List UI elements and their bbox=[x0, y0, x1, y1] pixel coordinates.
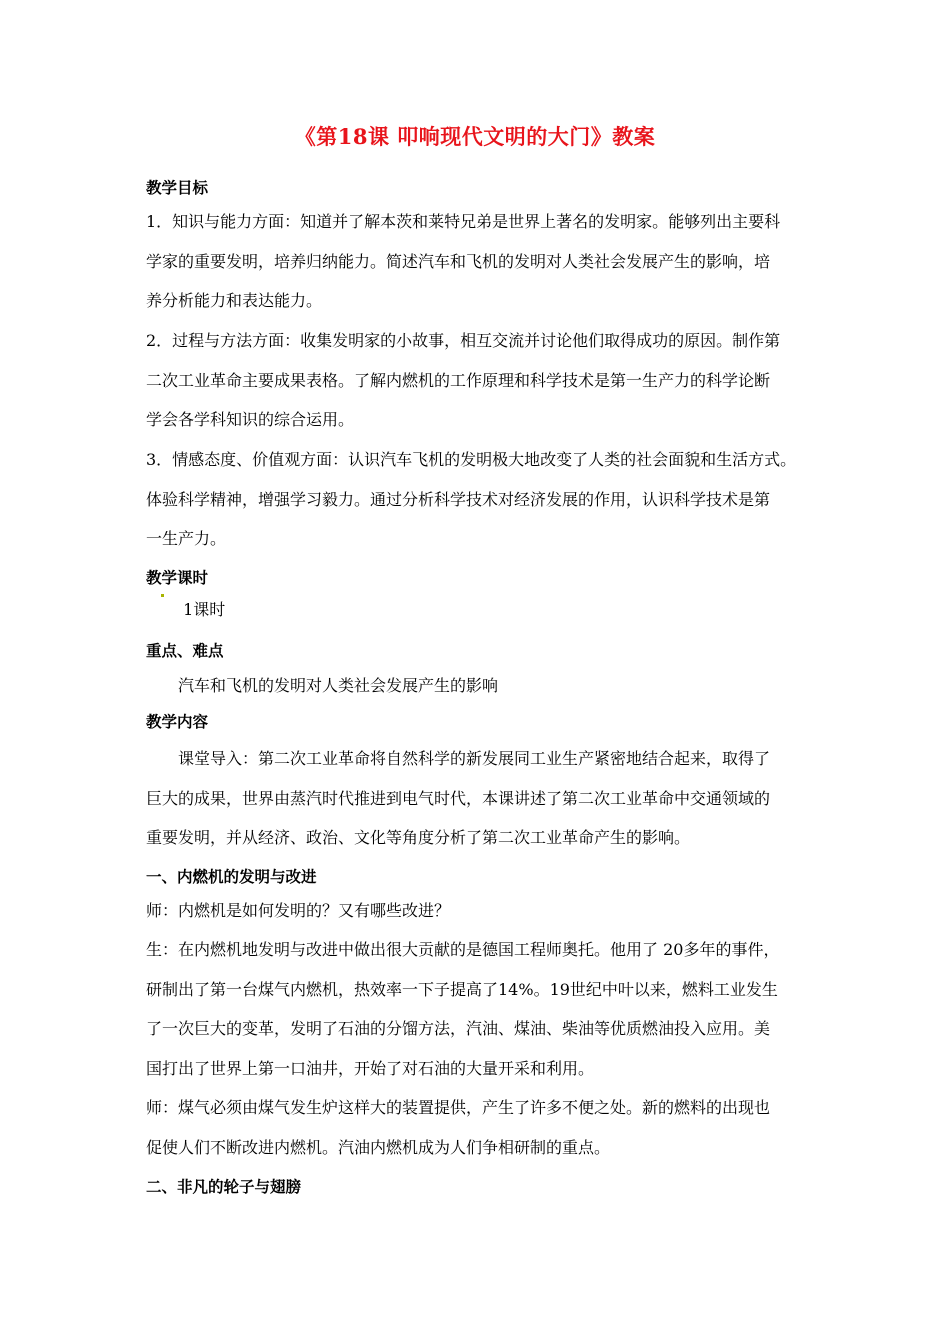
heading-content: 教学内容 bbox=[146, 713, 209, 731]
part1-teacher bbox=[146, 1088, 812, 1167]
part1-question bbox=[146, 891, 812, 931]
objective-1-line: 学家的重要发明，培养归纳能力。简述汽车和飞机的发明对人类社会发展产生的影响，培 bbox=[146, 251, 771, 271]
teacher-line: 促使人们不断改进内燃机。汽油内燃机成为人们争相研制的重点。 bbox=[146, 1137, 611, 1157]
intro-line: 重要发明，并从经济、政治、文化等角度分析了第二次工业革命产生的影响。 bbox=[146, 828, 691, 848]
objective-2-line: 二次工业革命主要成果表格。了解内燃机的工作原理和科学技术是第一生产力的科学论断 bbox=[146, 370, 771, 390]
objective-3 bbox=[146, 440, 812, 559]
answer-line: 研制出了第一台煤气内燃机，热效率一下子提高了14%。19世纪中叶以来，燃料工业发生 bbox=[146, 979, 778, 999]
heading-part1: 一、内燃机的发明与改进 bbox=[146, 868, 317, 886]
intro-line: 巨大的成果，世界由蒸汽时代推进到电气时代，本课讲述了第二次工业革命中交通领域的 bbox=[146, 788, 771, 808]
content-intro bbox=[146, 739, 812, 858]
objective-2-line: 学会各学科知识的综合运用。 bbox=[146, 410, 355, 430]
intro-line: 课堂导入：第二次工业革命将自然科学的新发展同工业生产紧密地结合起来，取得了 bbox=[178, 749, 771, 768]
question-line: 师：内燃机是如何发明的？又有哪些改进？ bbox=[146, 901, 451, 920]
objective-2-line: 2．过程与方法方面：收集发明家的小故事，相互交流并讨论他们取得成功的原因。制作第 bbox=[146, 331, 781, 350]
objective-3-line: 3．情感态度、价值观方面：认识汽车飞机的发明极大地改变了人类的社会面貌和生活方式。 bbox=[146, 450, 797, 469]
hours-value bbox=[160, 590, 826, 630]
heading-hours-text: 教学课时 bbox=[146, 569, 209, 587]
focus-text: 汽车和飞机的发明对人类社会发展产生的影响 bbox=[178, 676, 499, 695]
answer-line: 生：在内燃机地发明与改进中做出很大贡献的是德国工程师奥托。他用了 20多年的事件， bbox=[146, 940, 780, 959]
heading-hours bbox=[146, 567, 208, 589]
hours-text: 1课时 bbox=[183, 600, 226, 619]
part1-answer bbox=[146, 930, 812, 1088]
heading-part2: 二、非凡的轮子与翅膀 bbox=[146, 1178, 302, 1196]
objective-3-line: 一生产力。 bbox=[146, 529, 227, 549]
document-title: 《第18课 叩响现代文明的大门》教案 bbox=[294, 124, 656, 149]
objective-2 bbox=[146, 321, 812, 440]
answer-line: 国打出了世界上第一口油井，开始了对石油的大量开采和利用。 bbox=[146, 1058, 595, 1078]
objective-1-line: 1．知识与能力方面：知道并了解本茨和莱特兄弟是世界上著名的发明家。能够列出主要科 bbox=[146, 212, 781, 231]
bullet-dot-icon bbox=[161, 594, 164, 597]
objective-1-line: 养分析能力和表达能力。 bbox=[146, 291, 323, 311]
objective-1 bbox=[146, 202, 812, 321]
heading-focus: 重点、难点 bbox=[146, 642, 224, 660]
objective-3-line: 体验科学精神，增强学习毅力。通过分析科学技术对经济发展的作用，认识科学技术是第 bbox=[146, 489, 771, 509]
answer-line: 了一次巨大的变革，发明了石油的分馏方法，汽油、煤油、柴油等优质燃油投入应用。美 bbox=[146, 1019, 771, 1039]
teacher-line: 师：煤气必须由煤气发生炉这样大的装置提供，产生了许多不便之处。新的燃料的出现也 bbox=[146, 1098, 771, 1117]
heading-objectives: 教学目标 bbox=[146, 179, 209, 197]
focus-value bbox=[146, 666, 812, 706]
